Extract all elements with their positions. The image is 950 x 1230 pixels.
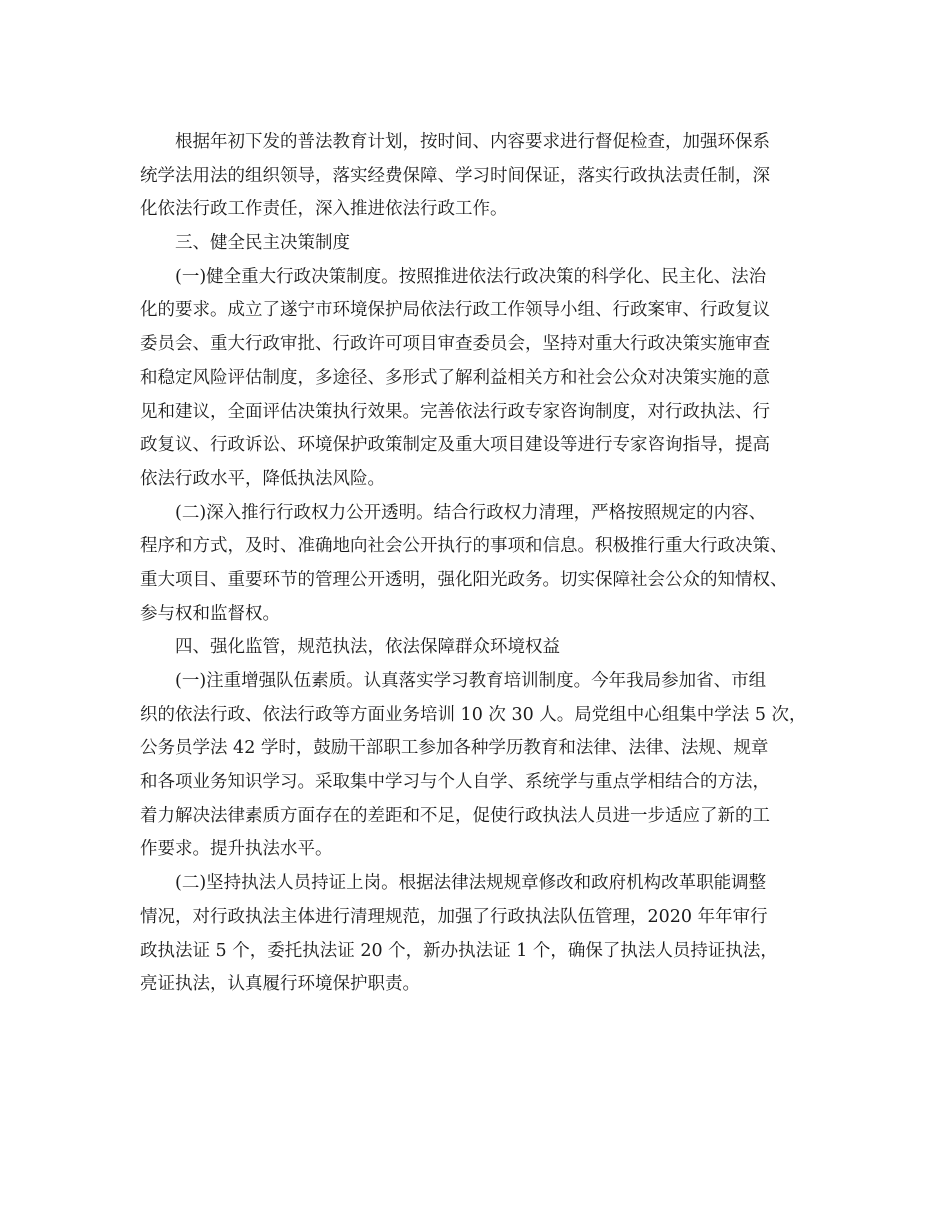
paragraph-line: 统学法用法的组织领导，落实经费保障、学习时间保证，落实行政执法责任制，深 [140, 165, 770, 186]
paragraph-line: 见和建议，全面评估决策执行效果。完善依法行政专家咨询制度，对行政执法、行 [140, 401, 770, 422]
paragraph-line: 着力解决法律素质方面存在的差距和不足，促使行政执法人员进一步适应了新的工 [140, 805, 770, 826]
paragraph-line: 依法行政水平，降低执法风险。 [140, 468, 385, 489]
paragraph-line: 重大项目、重要环节的管理公开透明，强化阳光政务。切实保障社会公众的知情权、 [140, 569, 788, 590]
paragraph-line: 化的要求。成立了遂宁市环境保护局依法行政工作领导小组、行政案审、行政复议 [140, 300, 770, 321]
paragraph-line: (一)注重增强队伍素质。认真落实学习教育培训制度。今年我局参加省、市组 [175, 671, 767, 691]
paragraph-line: 作要求。提升执法水平。 [140, 839, 333, 860]
paragraph-line: 亮证执法，认真履行环境保护职责。 [140, 974, 420, 995]
paragraph-line: 根据年初下发的普法教育计划，按时间、内容要求进行督促检查，加强环保系 [175, 132, 770, 152]
paragraph-line: 情况，对行政执法主体进行清理规范，加强了行政执法队伍管理，2020 年年审行 [140, 906, 768, 927]
paragraph-line: (二)深入推行行政权力公开透明。结合行政权力清理，严格按照规定的内容、 [175, 502, 767, 523]
paragraph-line: 参与权和监督权。 [140, 603, 280, 624]
paragraph-line: 程序和方式，及时、准确地向社会公开执行的事项和信息。积极推行重大行政决策、 [140, 536, 788, 557]
paragraph-line: 政复议、行政诉讼、环境保护政策制定及重大项目建设等进行专家咨询指导，提高 [140, 435, 770, 456]
section-heading: 四、强化监管，规范执法，依法保障群众环境权益 [175, 637, 560, 658]
paragraph-line: 委员会、重大行政审批、行政许可项目审查委员会，坚持对重大行政决策实施审查 [140, 334, 770, 355]
paragraph-line: 政执法证 5 个，委托执法证 20 个，新办执法证 1 个，确保了执法人员持证执法， [140, 940, 778, 961]
paragraph-line: 和稳定风险评估制度，多途径、多形式了解利益相关方和社会公众对决策实施的意 [140, 367, 770, 388]
paragraph-line: 化依法行政工作责任，深入推进依法行政工作。 [140, 199, 508, 220]
paragraph-line: (一)健全重大行政决策制度。按照推进依法行政决策的科学化、民主化、法治 [175, 266, 767, 287]
section-heading: 三、健全民主决策制度 [175, 233, 350, 254]
paragraph-line: 和各项业务知识学习。采取集中学习与个人自学、系统学与重点学相结合的方法， [140, 772, 770, 793]
paragraph-line: 织的依法行政、依法行政等方面业务培训 10 次 30 人。局党组中心组集中学法 5 次， [140, 704, 807, 725]
document-body [140, 126, 820, 1002]
paragraph-line: 公务员学法 42 学时，鼓励干部职工参加各种学历教育和法律、法律、法规、规章 [140, 738, 769, 759]
paragraph-line: (二)坚持执法人员持证上岗。根据法律法规规章修改和政府机构改革职能调整 [175, 873, 767, 894]
